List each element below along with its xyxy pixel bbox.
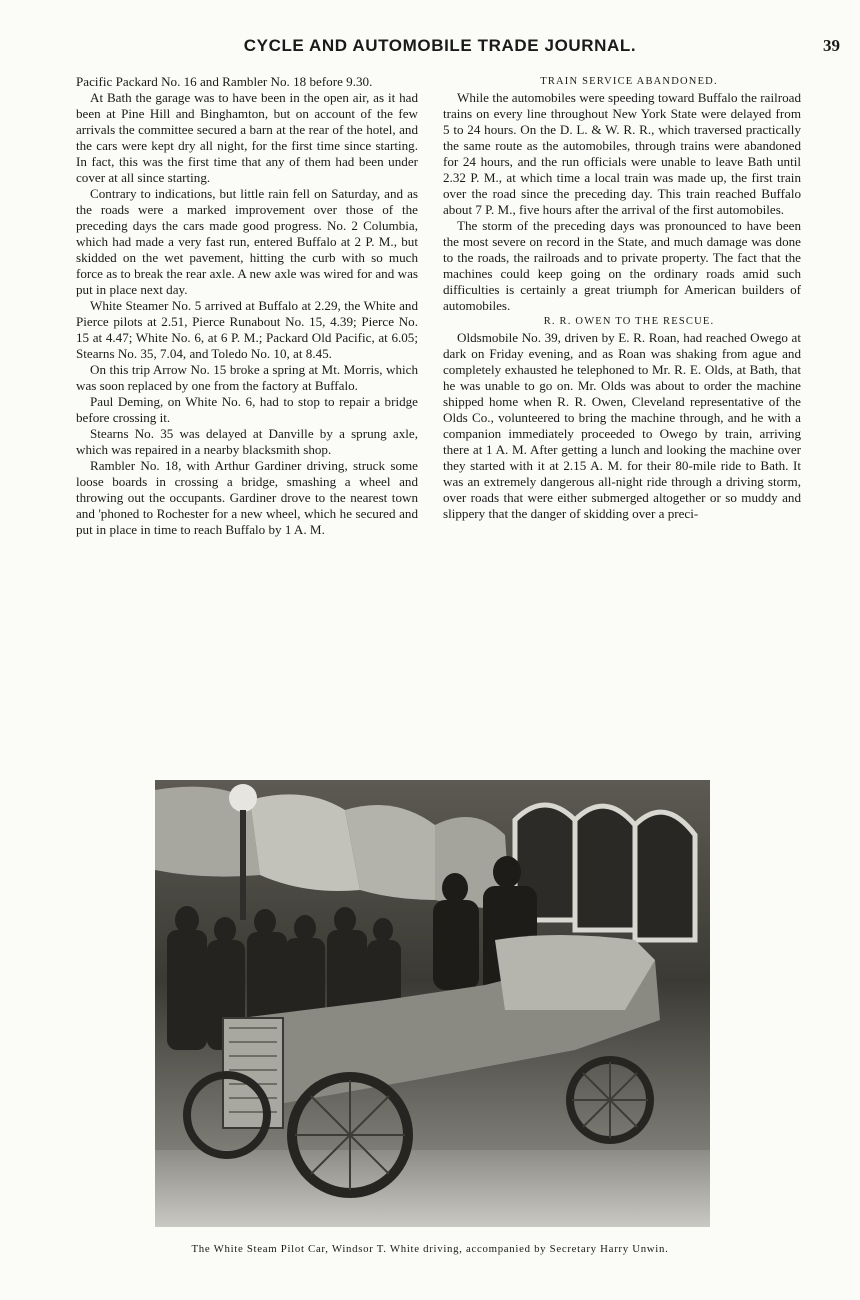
paragraph: Pacific Packard No. 16 and Rambler No. 18 before 9.30. — [76, 74, 373, 89]
paragraph: On this trip Arrow No. 15 broke a spring at Mt. Morris, which was soon replaced by one from the factory at Buffalo. — [76, 362, 418, 393]
section-heading: TRAIN SERVICE ABANDONED. — [540, 76, 718, 87]
paragraph: While the automobiles were speeding toward Buffalo the railroad trains on every line throughout New York State were delayed from 5 to 24 hours. On the D. L. & W. R. R., which traversed practically the same route as the automobiles, through trains were abandoned for 24 hours, and the run officials were unable to leave Bath until 2.32 P. M., at which time a local train was made up, the first train over the road since the preceding day. This train reached Buffalo about 7 P. M., five hours after the arrival of the first automobiles. — [443, 90, 801, 217]
paragraph: Oldsmobile No. 39, driven by E. R. Roan, had reached Owego at dark on Friday evening, and as Roan was shaking from ague and completely exhausted he telephoned to Mr. R. E. Olds, at Bath, that he was unable to go on. Mr. Olds was about to order the machine shipped home when R. R. Owen, Cleveland representative of the Olds Co., volunteered to bring the machine through, and he with a companion immediately proceeded to Owego by train, arriving there at 1 A. M. After getting a lunch and looking the machine over they started with it at 2.15 A. M. for their 80-mile ride to Bath. It was an extremely dangerous all-night ride through a driving storm, over roads that were either submerged altogether or so muddy and slippery that the danger of skidding over a preci- — [443, 330, 801, 521]
paragraph: The storm of the preceding days was pronounced to have been the most severe on record in the State, and much damage was done to the roads, the railroads and to private property. The fact that the machines could keep going on the ordinary roads amid such difficulties is certainly a great triumph for American builders of automobiles. — [443, 218, 801, 313]
paragraph: White Steamer No. 5 arrived at Buffalo at 2.29, the White and Pierce pilots at 2.51, Pierce Runabout No. 15, 4.39; Pierce No. 15 at 4.47; White No. 6, at 6 P. M.; Packard Old Pacific, at 6.05; Stearns No. 35, 7.04, and Toledo No. 10, at 8.45. — [76, 298, 418, 361]
paragraph: Rambler No. 18, with Arthur Gardiner driving, struck some loose boards in crossing a bridge, smashing a wheel and throwing out the occupants. Gardiner drove to the nearest town and 'phoned to Rochester for a new wheel, which he secured and put in place in time to reach Buffalo by 1 A. M. — [76, 458, 418, 537]
section-heading: R. R. OWEN TO THE RESCUE. — [543, 316, 715, 327]
paragraph: Paul Deming, on White No. 6, had to stop to repair a bridge before crossing it. — [76, 394, 418, 425]
page-number: 39 — [823, 36, 840, 55]
photo-caption: The White Steam Pilot Car, Windsor T. White driving, accompanied by Secretary Harry Unwin. — [191, 1243, 669, 1255]
paragraph: At Bath the garage was to have been in the open air, as it had been at Pine Hill and Binghamton, but on account of the few arrivals the committee secured a barn at the rear of the hotel, and the cars were kept dry all night, for the first time since starting. In fact, this was the first time that any of them had been under cover at all since starting. — [76, 90, 418, 185]
steam-car-photograph — [155, 780, 710, 1227]
left-column — [76, 74, 418, 538]
page-header — [60, 32, 840, 62]
journal-title: CYCLE AND AUTOMOBILE TRADE JOURNAL. — [243, 36, 637, 55]
paragraph: Contrary to indications, but little rain fell on Saturday, and as the roads were a marked improvement over those of the preceding days the cars made good progress. No. 2 Columbia, which had made a very fast run, entered Buffalo at 2 P. M., but skidded on the wet pavement, hitting the curb with so much force as to break the rear axle. A new axle was wired for and was put in place next day. — [76, 186, 418, 297]
right-column — [443, 74, 801, 522]
paragraph: Stearns No. 35 was delayed at Danville by a sprung axle, which was repaired in a nearby blacksmith shop. — [76, 426, 418, 457]
